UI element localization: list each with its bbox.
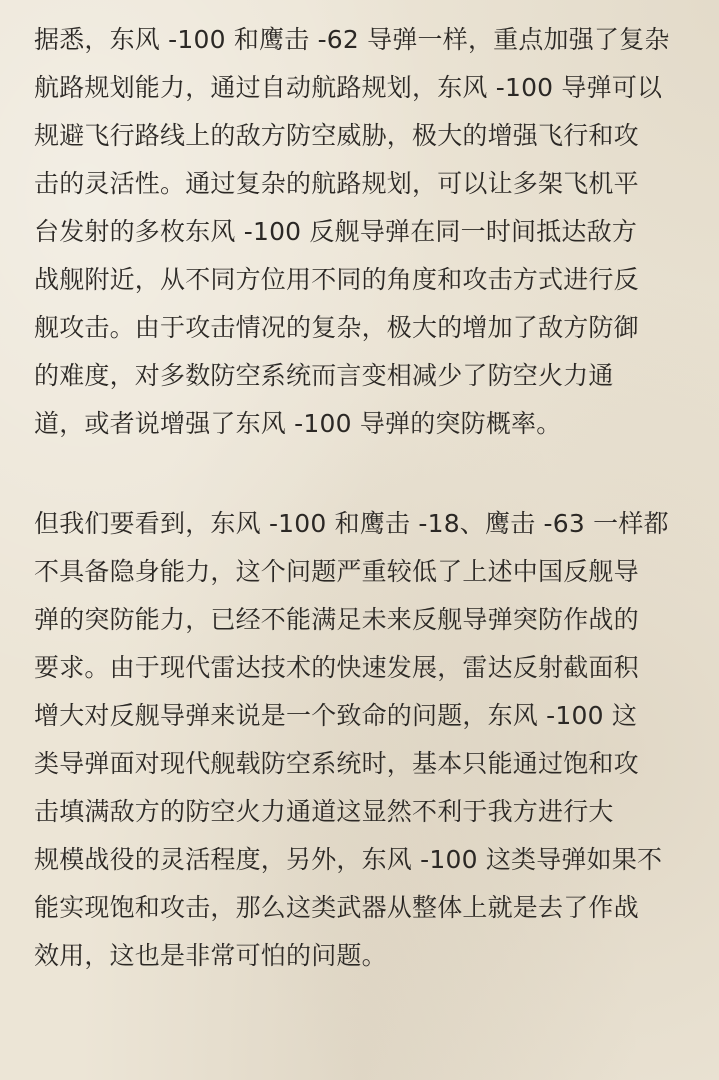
- text-line: 增大对反舰导弹来说是一个致命的问题，东风 -100 这: [34, 701, 638, 730]
- text-line: 但我们要看到，东风 -100 和鹰击 -18、鹰击 -63 一样都: [34, 509, 669, 538]
- text-line: 战舰附近，从不同方位用不同的角度和攻击方式进行反: [34, 265, 639, 294]
- text-line: 道，或者说增强了东风 -100 导弹的突防概率。: [34, 409, 562, 438]
- text-line: 效用，这也是非常可怕的问题。: [34, 941, 387, 970]
- text-line: 击的灵活性。通过复杂的航路规划，可以让多架飞机平: [34, 169, 639, 198]
- text-line: 要求。由于现代雷达技术的快速发展，雷达反射截面积: [34, 653, 639, 682]
- text-line: 能实现饱和攻击，那么这类武器从整体上就是去了作战: [34, 893, 639, 922]
- text-line: 据悉，东风 -100 和鹰击 -62 导弹一样，重点加强了复杂: [34, 25, 670, 54]
- text-line: 弹的突防能力，已经不能满足未来反舰导弹突防作战的: [34, 605, 639, 634]
- text-line: 规模战役的灵活程度，另外，东风 -100 这类导弹如果不: [34, 845, 663, 874]
- text-line: 的难度，对多数防空系统而言变相减少了防空火力通: [34, 361, 614, 390]
- article-body: [34, 16, 694, 980]
- text-line: 航路规划能力，通过自动航路规划，东风 -100 导弹可以: [34, 73, 663, 102]
- text-line: 不具备隐身能力，这个问题严重较低了上述中国反舰导: [34, 557, 639, 586]
- paragraph-1: [34, 16, 694, 448]
- text-line: 击填满敌方的防空火力通道这显然不利于我方进行大: [34, 797, 614, 826]
- text-line: 规避飞行路线上的敌方防空威胁，极大的增强飞行和攻: [34, 121, 639, 150]
- text-line: 台发射的多枚东风 -100 反舰导弹在同一时间抵达敌方: [34, 217, 638, 246]
- paragraph-2: [34, 500, 694, 980]
- text-line: 舰攻击。由于攻击情况的复杂，极大的增加了敌方防御: [34, 313, 639, 342]
- text-line: 类导弹面对现代舰载防空系统时，基本只能通过饱和攻: [34, 749, 639, 778]
